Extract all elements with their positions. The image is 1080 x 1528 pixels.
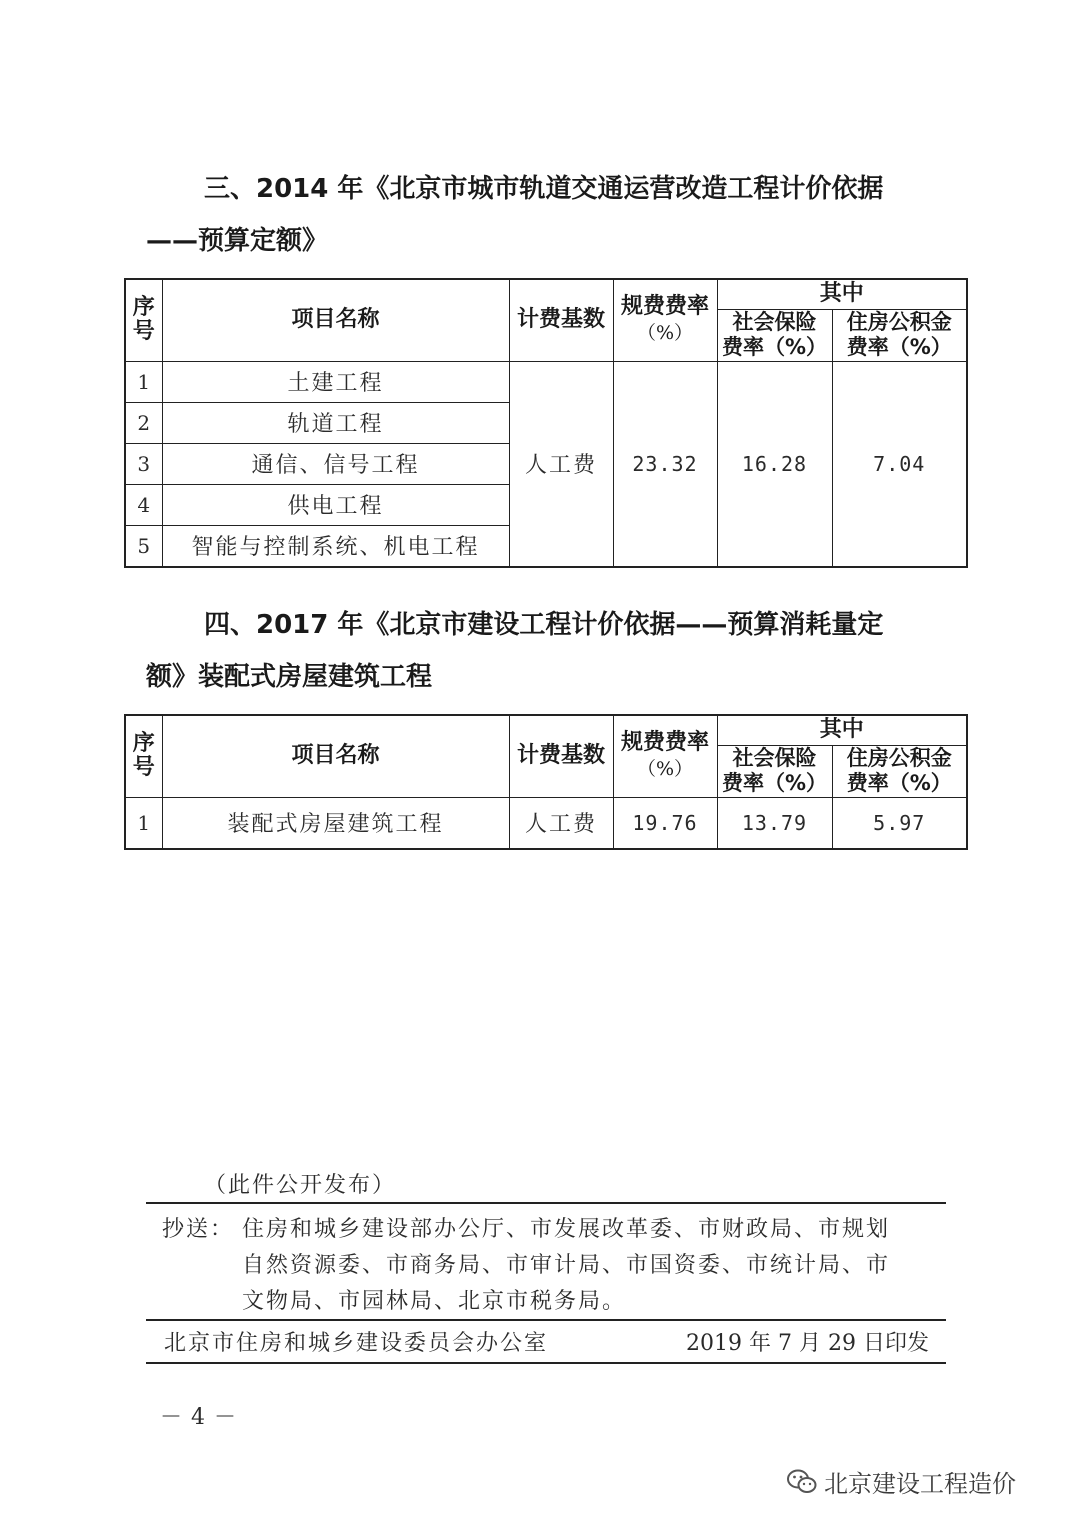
table-row bbox=[125, 797, 967, 849]
header-of-which: 其中 bbox=[717, 279, 967, 309]
header-seq: 序 号 bbox=[125, 715, 162, 797]
row-seq: 5 bbox=[125, 525, 162, 567]
fee-basis-value: 人工费 bbox=[509, 361, 613, 567]
header-housing-fund-rate: 住房公积金 费率（%） bbox=[832, 745, 967, 797]
social-insurance-rate-value: 16.28 bbox=[717, 361, 832, 567]
header-housing-fund-rate: 住房公积金 费率（%） bbox=[832, 309, 967, 361]
housing-fund-rate-value: 7.04 bbox=[832, 361, 967, 567]
row-seq: 3 bbox=[125, 443, 162, 484]
page-number: － 4 － bbox=[160, 1405, 237, 1430]
fee-table-rail bbox=[124, 278, 968, 568]
header-fee-rate: 规费费率 （%） bbox=[613, 279, 717, 361]
section4-title-line1: 四、2017 年《北京市建设工程计价依据——预算消耗量定 bbox=[204, 610, 884, 640]
row-project-name: 智能与控制系统、机电工程 bbox=[162, 525, 509, 567]
header-social-insurance-rate: 社会保险 费率（%） bbox=[717, 745, 832, 797]
row-project-name: 通信、信号工程 bbox=[162, 443, 509, 484]
row-project-name: 装配式房屋建筑工程 bbox=[162, 797, 509, 849]
housing-fund-rate-value: 5.97 bbox=[832, 797, 967, 849]
header-of-which: 其中 bbox=[717, 715, 967, 745]
section3-title-line2: ——预算定额》 bbox=[146, 226, 329, 256]
header-social-insurance-rate: 社会保险 费率（%） bbox=[717, 309, 832, 361]
issue-date: 2019 年 7 月 29 日印发 bbox=[686, 1331, 929, 1356]
watermark-text: 北京建设工程造价 bbox=[824, 1470, 1016, 1498]
footer-divider-bottom bbox=[146, 1362, 946, 1364]
cc-line-3: 文物局、市园林局、北京市税务局。 bbox=[242, 1289, 627, 1314]
fee-rate-value: 19.76 bbox=[613, 797, 717, 849]
footer-divider-middle bbox=[146, 1319, 946, 1321]
fee-table-prefab bbox=[124, 714, 968, 850]
header-seq: 序 号 bbox=[125, 279, 162, 361]
public-release-note: （此件公开发布） bbox=[204, 1173, 397, 1198]
cc-line-2: 自然资源委、市商务局、市审计局、市国资委、市统计局、市 bbox=[242, 1253, 891, 1278]
row-seq: 1 bbox=[125, 797, 162, 849]
table-row bbox=[125, 361, 967, 402]
header-project-name: 项目名称 bbox=[162, 279, 509, 361]
row-seq: 1 bbox=[125, 361, 162, 402]
fee-basis-value: 人工费 bbox=[509, 797, 613, 849]
row-seq: 2 bbox=[125, 402, 162, 443]
header-fee-basis: 计费基数 bbox=[509, 715, 613, 797]
row-project-name: 供电工程 bbox=[162, 484, 509, 525]
header-project-name: 项目名称 bbox=[162, 715, 509, 797]
social-insurance-rate-value: 13.79 bbox=[717, 797, 832, 849]
header-fee-rate: 规费费率 （%） bbox=[613, 715, 717, 797]
wechat-icon bbox=[786, 1468, 818, 1496]
section4-title-line2: 额》装配式房屋建筑工程 bbox=[146, 662, 433, 692]
section3-title-line1: 三、2014 年《北京市城市轨道交通运营改造工程计价依据 bbox=[204, 174, 884, 204]
row-project-name: 轨道工程 bbox=[162, 402, 509, 443]
watermark bbox=[786, 1464, 1016, 1499]
fee-rate-value: 23.32 bbox=[613, 361, 717, 567]
row-seq: 4 bbox=[125, 484, 162, 525]
cc-line-1: 住房和城乡建设部办公厅、市发展改革委、市财政局、市规划 bbox=[242, 1217, 891, 1242]
cc-label: 抄送： bbox=[162, 1217, 235, 1242]
row-project-name: 土建工程 bbox=[162, 361, 509, 402]
header-fee-basis: 计费基数 bbox=[509, 279, 613, 361]
footer-divider-top bbox=[146, 1202, 946, 1204]
issuer: 北京市住房和城乡建设委员会办公室 bbox=[164, 1331, 549, 1356]
